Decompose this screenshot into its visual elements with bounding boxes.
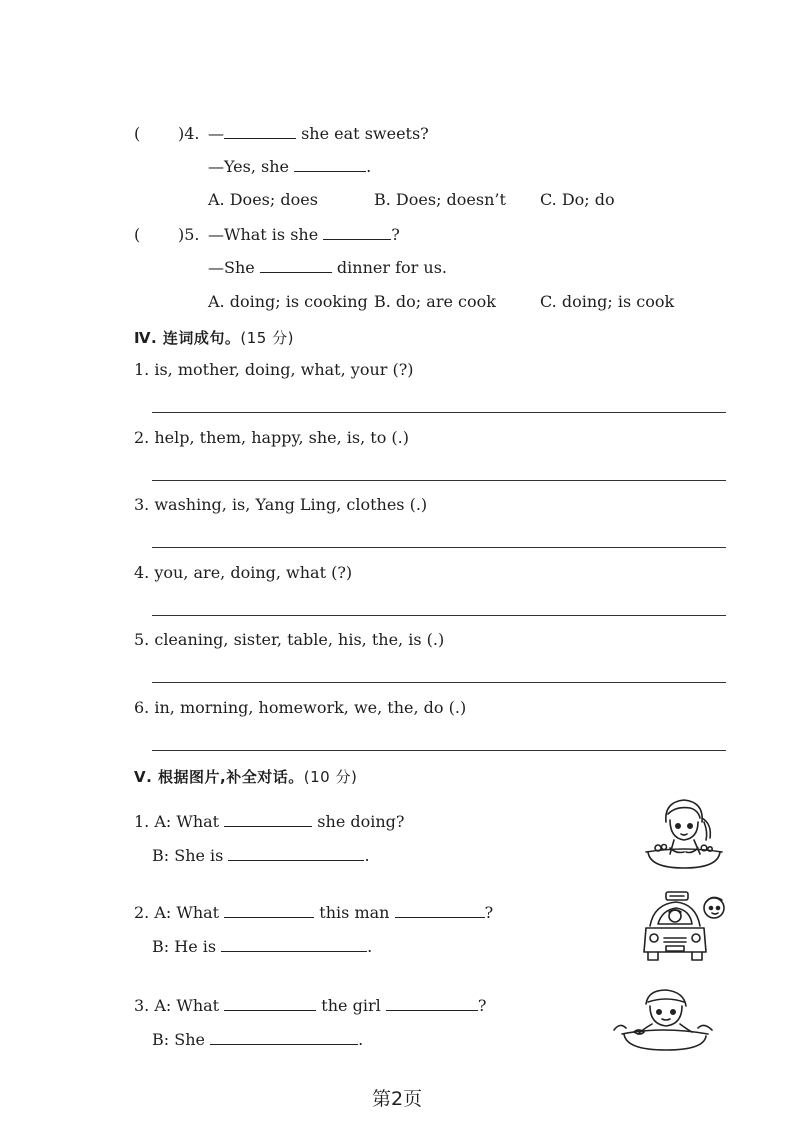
d1-line-b bbox=[152, 846, 370, 865]
d3-a-blank-2[interactable] bbox=[386, 996, 478, 1011]
s4-item-4: 4. you, are, doing, what (?) bbox=[134, 563, 353, 582]
q4-question-blank[interactable] bbox=[224, 124, 296, 139]
d3-b-suffix: . bbox=[358, 1030, 364, 1049]
q5-number: )5. bbox=[178, 225, 200, 244]
q4-question bbox=[208, 124, 429, 143]
s4-answer-line-1[interactable] bbox=[152, 412, 726, 413]
section-4-heading bbox=[134, 327, 294, 348]
q5-answer-suffix: dinner for us. bbox=[336, 258, 447, 277]
d2-a-blank-2[interactable] bbox=[395, 903, 485, 918]
man-driving-taxi-illustration bbox=[640, 886, 730, 970]
s4-answer-line-4[interactable] bbox=[152, 615, 726, 616]
s4-item-6: 6. in, morning, homework, we, the, do (.) bbox=[134, 698, 467, 717]
d3-a-prefix: 3. A: What bbox=[134, 996, 220, 1015]
q5-question-prefix: —What is she bbox=[208, 225, 319, 244]
page-number: 第2页 bbox=[372, 1088, 423, 1110]
q4-number: )4. bbox=[178, 124, 200, 143]
s4-item-5: 5. cleaning, sister, table, his, the, is (.) bbox=[134, 630, 445, 649]
section-5-title: Ⅴ. 根据图片,补全对话。 bbox=[134, 768, 304, 786]
d1-b-suffix: . bbox=[364, 846, 370, 865]
d3-b-blank[interactable] bbox=[210, 1030, 358, 1045]
q5-question-blank[interactable] bbox=[323, 225, 391, 240]
s4-answer-line-5[interactable] bbox=[152, 682, 726, 683]
d2-b-suffix: . bbox=[367, 937, 373, 956]
d3-line-a bbox=[134, 996, 486, 1015]
d2-line-a bbox=[134, 903, 493, 922]
d3-line-b bbox=[152, 1030, 363, 1049]
s4-answer-line-6[interactable] bbox=[152, 750, 726, 751]
q4-answer-suffix: . bbox=[366, 157, 372, 176]
q5-option-a[interactable]: A. doing; is cooking bbox=[208, 292, 368, 311]
girl-cleaning-table-illustration bbox=[612, 986, 716, 1056]
q4-option-c[interactable]: C. Do; do bbox=[540, 190, 615, 209]
section-4-title: Ⅳ. 连词成句。 bbox=[134, 329, 241, 347]
d2-a-blank-1[interactable] bbox=[224, 903, 314, 918]
d3-a-blank-1[interactable] bbox=[224, 996, 316, 1011]
d1-a-suffix: she doing? bbox=[317, 812, 405, 831]
d2-b-blank[interactable] bbox=[221, 937, 367, 952]
d3-a-suffix: ? bbox=[477, 996, 487, 1015]
s4-answer-line-3[interactable] bbox=[152, 547, 726, 548]
d2-a-prefix: 2. A: What bbox=[134, 903, 220, 922]
q4-answer bbox=[208, 157, 371, 176]
s4-item-1: 1. is, mother, doing, what, your (?) bbox=[134, 360, 414, 379]
d2-b-prefix: B: He is bbox=[152, 937, 217, 956]
s4-answer-line-2[interactable] bbox=[152, 480, 726, 481]
section-4-points: (15 分) bbox=[240, 329, 294, 347]
d1-a-prefix: 1. A: What bbox=[134, 812, 220, 831]
q5-answer bbox=[208, 258, 447, 277]
d1-b-blank[interactable] bbox=[228, 846, 364, 861]
q5-question bbox=[208, 225, 400, 244]
q4-option-b[interactable]: B. Does; doesn’t bbox=[374, 190, 506, 209]
d2-a-suffix: ? bbox=[484, 903, 494, 922]
d2-line-b bbox=[152, 937, 372, 956]
q4-question-suffix: she eat sweets? bbox=[301, 124, 429, 143]
d1-a-blank[interactable] bbox=[224, 812, 312, 827]
section-5-points: (10 分) bbox=[303, 768, 358, 786]
section-5-heading bbox=[134, 766, 357, 787]
q4-question-prefix: — bbox=[208, 124, 224, 143]
s4-item-3: 3. washing, is, Yang Ling, clothes (.) bbox=[134, 495, 428, 514]
q5-option-b[interactable]: B. do; are cook bbox=[374, 292, 496, 311]
q5-option-c[interactable]: C. doing; is cook bbox=[540, 292, 675, 311]
q5-paren-open: ( bbox=[134, 225, 141, 244]
q5-answer-blank[interactable] bbox=[260, 258, 332, 273]
q4-option-a[interactable]: A. Does; does bbox=[208, 190, 318, 209]
q4-answer-blank[interactable] bbox=[294, 157, 366, 172]
d2-a-mid: this man bbox=[319, 903, 390, 922]
d1-line-a bbox=[134, 812, 404, 831]
d3-a-mid: the girl bbox=[321, 996, 381, 1015]
d3-b-prefix: B: She bbox=[152, 1030, 205, 1049]
girl-washing-clothes-illustration bbox=[640, 792, 730, 872]
d1-b-prefix: B: She is bbox=[152, 846, 224, 865]
q4-paren-open: ( bbox=[134, 124, 141, 143]
q5-question-suffix: ? bbox=[391, 225, 400, 244]
q5-answer-prefix: —She bbox=[208, 258, 255, 277]
q4-answer-prefix: —Yes, she bbox=[208, 157, 290, 176]
s4-item-2: 2. help, them, happy, she, is, to (.) bbox=[134, 428, 409, 447]
